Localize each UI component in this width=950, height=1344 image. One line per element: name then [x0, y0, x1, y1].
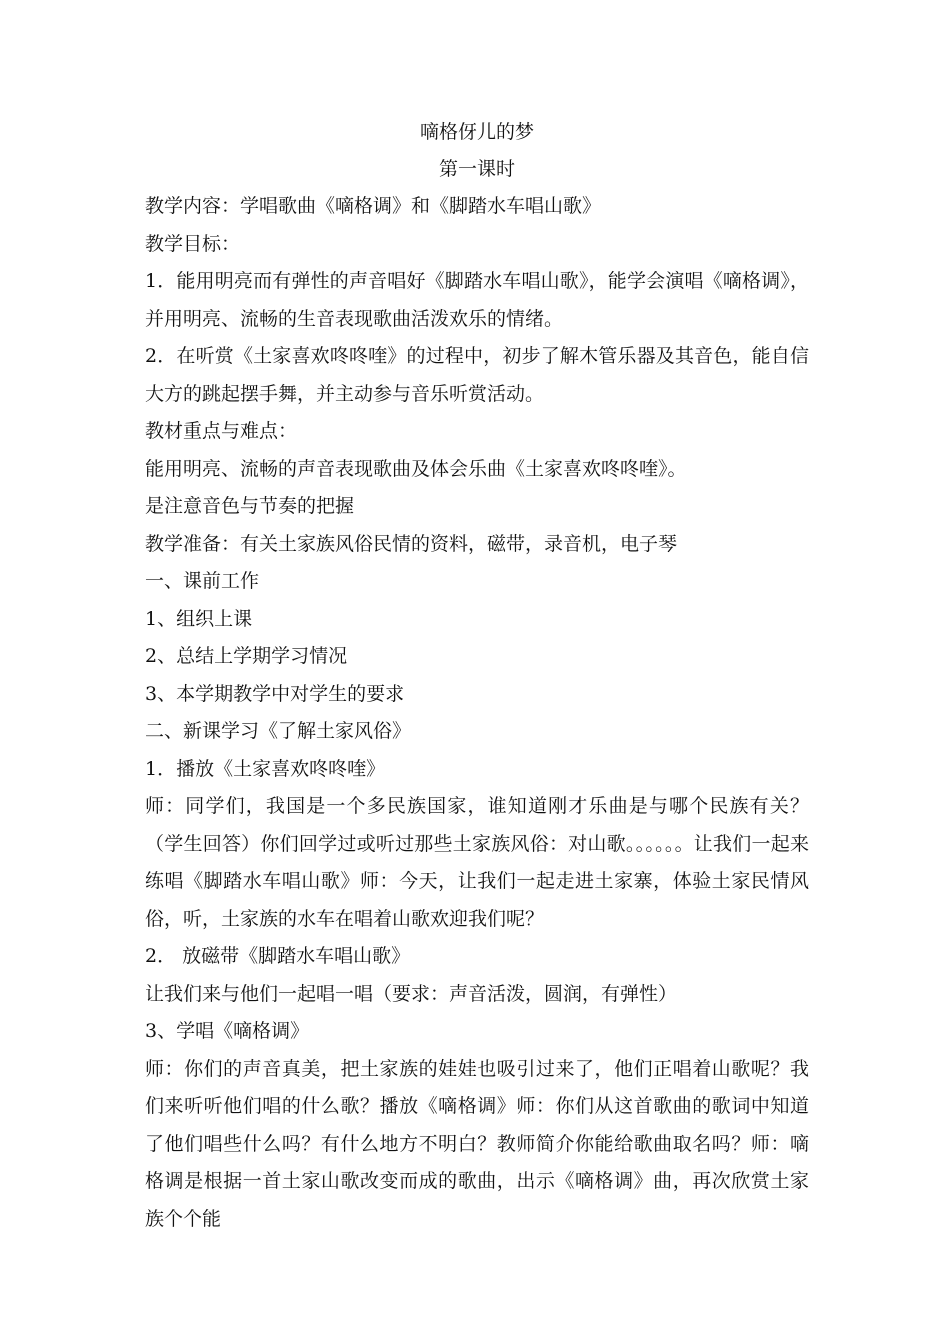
document-title: 嘀格伢儿的梦	[419, 121, 534, 143]
document-body	[145, 114, 809, 1238]
paragraph-teacher-dialogue-2: 师：你们的声音真美，把土家族的娃娃也吸引过来了，他们正唱着山歌呢？我们来听听他们唱的什么歌？播放《嘀格调》师：你们从这首歌曲的歌词中知道了他们唱些什么吗？有什么地方不明白？教师简介你能给歌曲取名吗？师：嘀格调是根据一首土家山歌改变而成的歌曲，出示《嘀格调》曲，再次欣赏土家族个个能	[145, 1057, 809, 1230]
paragraph-teaching-content: 教学内容：学唱歌曲《嘀格调》和《脚踏水车唱山歌》	[145, 195, 602, 217]
paragraph-preparation: 教学准备：有关土家族风俗民情的资料，磁带，录音机，电子琴	[145, 532, 678, 555]
paragraph-section-2-item-3: 3、学唱《嘀格调》	[145, 1020, 310, 1042]
paragraph-section-1-heading: 一、课前工作	[145, 570, 260, 592]
paragraph-section-1-item-3: 3、本学期教学中对学生的要求	[145, 682, 405, 705]
paragraph-difficulty: 是注意音色与节奏的把握	[145, 495, 355, 517]
paragraph-teacher-dialogue-1: 师：同学们，我国是一个多民族国家，谁知道刚才乐曲是与哪个民族有关？（学生回答）你们回学过或听过那些土家族风俗：对山歌。。。。。。让我们一起来练唱《脚踏水车唱山歌》师：今天，让我们一起走进土家寨，体验土家民情风俗，听，土家族的水车在唱着山歌欢迎我们呢？	[145, 795, 809, 930]
paragraph-section-1-item-1: 1、组织上课	[145, 607, 253, 630]
paragraph-goal-1: 1．能用明亮而有弹性的声音唱好《脚踏水车唱山歌》，能学会演唱《嘀格调》，并用明亮、流畅的生音表现歌曲活泼欢乐的情绪。	[145, 270, 809, 330]
paragraph-section-1-item-2: 2、总结上学期学习情况	[145, 645, 348, 667]
paragraph-singing-instruction: 让我们来与他们一起唱一唱（要求：声音活泼，圆润，有弹性）	[145, 982, 678, 1005]
paragraph-goal-2: 2．在听赏《土家喜欢咚咚喹》的过程中，初步了解木管乐器及其音色，能自信大方的跳起摆手舞，并主动参与音乐听赏活动。	[145, 345, 809, 405]
paragraph-section-2-item-2: 2． 放磁带《脚踏水车唱山歌》	[145, 945, 411, 967]
document-subtitle: 第一课时	[438, 158, 515, 180]
paragraph-key-points-heading: 教材重点与难点：	[145, 420, 298, 442]
paragraph-teaching-goals-heading: 教学目标：	[145, 232, 241, 255]
paragraph-section-2-heading: 二、新课学习《了解土家风俗》	[145, 720, 412, 742]
paragraph-section-2-item-1: 1．播放《土家喜欢咚咚喹》	[145, 757, 386, 780]
paragraph-key-point: 能用明亮、流畅的声音表现歌曲及体会乐曲《土家喜欢咚咚喹》。	[145, 457, 687, 480]
